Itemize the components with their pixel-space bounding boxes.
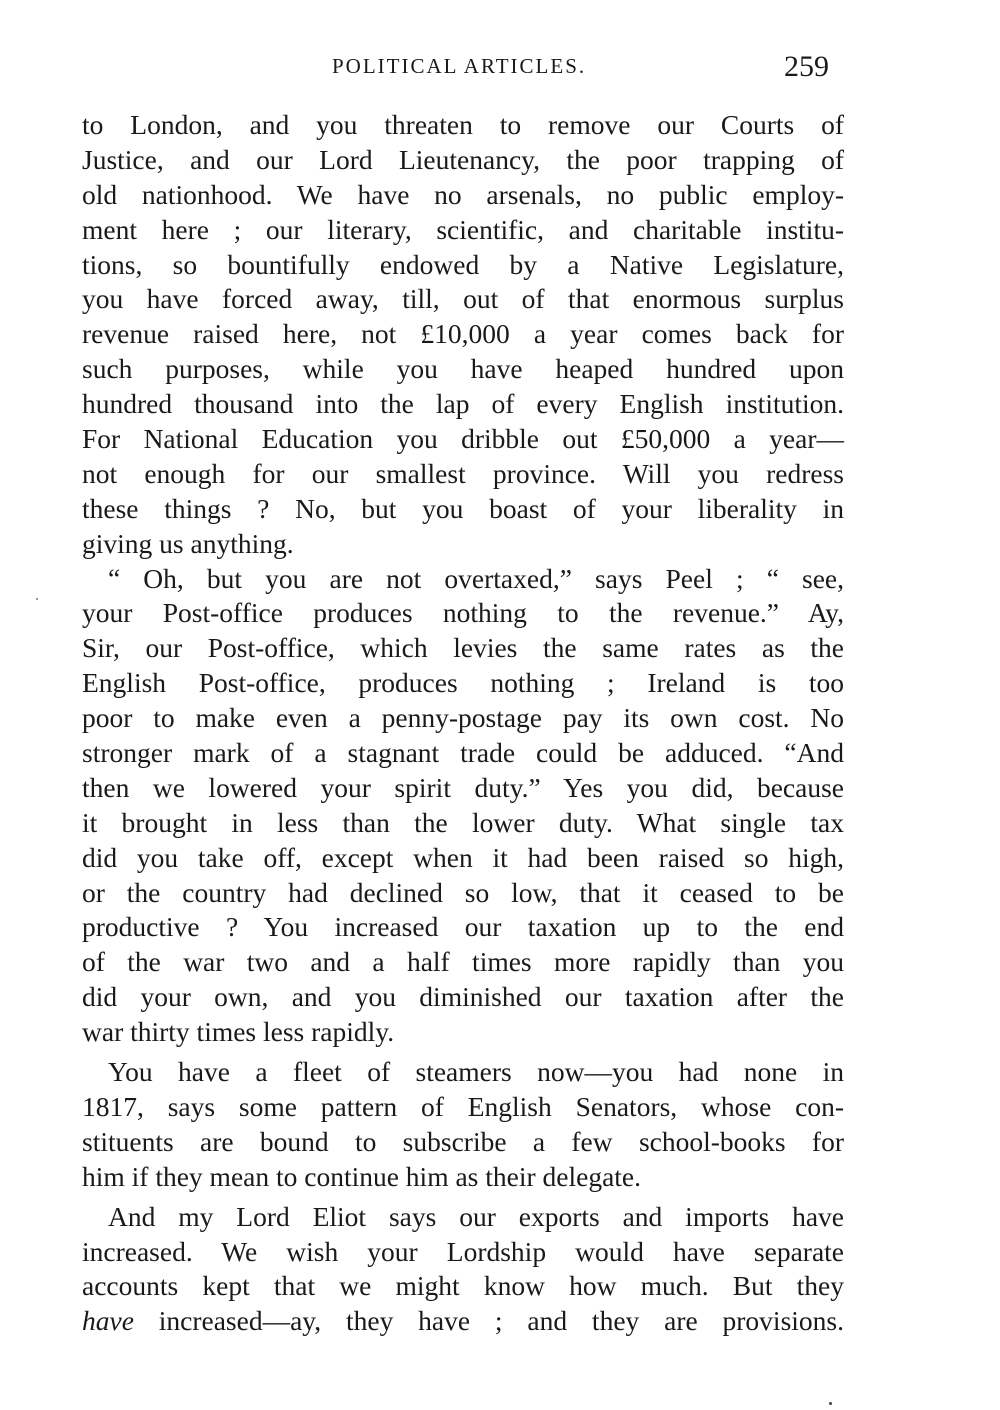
page-speck <box>829 1402 832 1405</box>
text-line: these things ? No, but you boast of your liberality in <box>82 492 844 524</box>
text-line: or the country had declined so low, that it ceased to be <box>82 876 844 908</box>
text-line: you have forced away, till, out of that enormous surplus <box>82 283 844 315</box>
paragraph-4 <box>82 1200 844 1340</box>
text-line: did you take off, except when it had been raised so high, <box>82 841 844 873</box>
text-line: not enough for our smallest province. Will you redress <box>82 457 844 489</box>
text-line: stronger mark of a stagnant trade could be adduced. “And <box>82 737 844 769</box>
text-line: war thirty times less rapidly. <box>82 1016 395 1048</box>
text-line: tions, so bountifully endowed by a Native Legislature, <box>82 248 844 280</box>
text-line: your Post-office produces nothing to the revenue.” Ay, <box>82 597 844 629</box>
text-line: revenue raised here, not £10,000 a year comes back for <box>82 318 844 350</box>
text-line: ment here ; our literary, scientific, and charitable institu- <box>82 213 844 245</box>
text-line: him if they mean to continue him as their delegate. <box>82 1160 641 1192</box>
text-line: giving us anything. <box>82 527 294 559</box>
text-line: accounts kept that we might know how much. But they <box>82 1270 844 1302</box>
text-line: For National Education you dribble out £50,000 a year— <box>82 423 844 455</box>
text-line: hundred thousand into the lap of every English institution. <box>82 388 844 420</box>
text-line: You have a fleet of steamers now—you had none in <box>108 1056 844 1088</box>
text-line: 1817, says some pattern of English Senators, whose con- <box>82 1090 844 1122</box>
text-line: productive ? You increased our taxation up to the end <box>82 911 844 943</box>
paragraph-2 <box>82 562 844 1050</box>
body-text <box>82 108 844 1339</box>
text-line: Sir, our Post-office, which levies the same rates as the <box>82 632 844 664</box>
text-line: to London, and you threaten to remove our Courts of <box>82 109 844 140</box>
text-line: then we lowered your spirit duty.” Yes you did, because <box>82 771 844 803</box>
emphasis-word: have <box>82 1305 134 1337</box>
text-line: poor to make even a penny-postage pay its own cost. No <box>82 702 844 734</box>
text-line: it brought in less than the lower duty. What single tax <box>82 806 844 838</box>
margin-speck <box>36 598 38 600</box>
text-line: increased. We wish your Lordship would have separate <box>82 1235 844 1267</box>
text-line: such purposes, while you have heaped hundred upon <box>82 353 844 385</box>
paragraph-1 <box>82 108 844 562</box>
text-line: Justice, and our Lord Lieutenancy, the poor trapping of <box>82 143 844 175</box>
running-title: POLITICAL ARTICLES. <box>332 54 587 78</box>
paragraph-3 <box>82 1055 844 1195</box>
text-line: old nationhood. We have no arsenals, no public employ- <box>82 178 844 210</box>
text-line-final <box>82 1304 844 1339</box>
text-line: English Post-office, produces nothing ; Ireland is too <box>82 667 844 699</box>
text-line-rest: increased—ay, they have ; and they are provisions. <box>133 1305 844 1337</box>
text-line: stituents are bound to subscribe a few school-books for <box>82 1125 844 1157</box>
running-head <box>0 52 1000 92</box>
text-line: of the war two and a half times more rapidly than you <box>82 946 844 978</box>
text-line: “ Oh, but you are not overtaxed,” says Peel ; “ see, <box>108 562 844 594</box>
page-number: 259 <box>784 50 829 83</box>
text-line: And my Lord Eliot says our exports and imports have <box>108 1200 844 1232</box>
text-line: did your own, and you diminished our taxation after the <box>82 981 844 1013</box>
